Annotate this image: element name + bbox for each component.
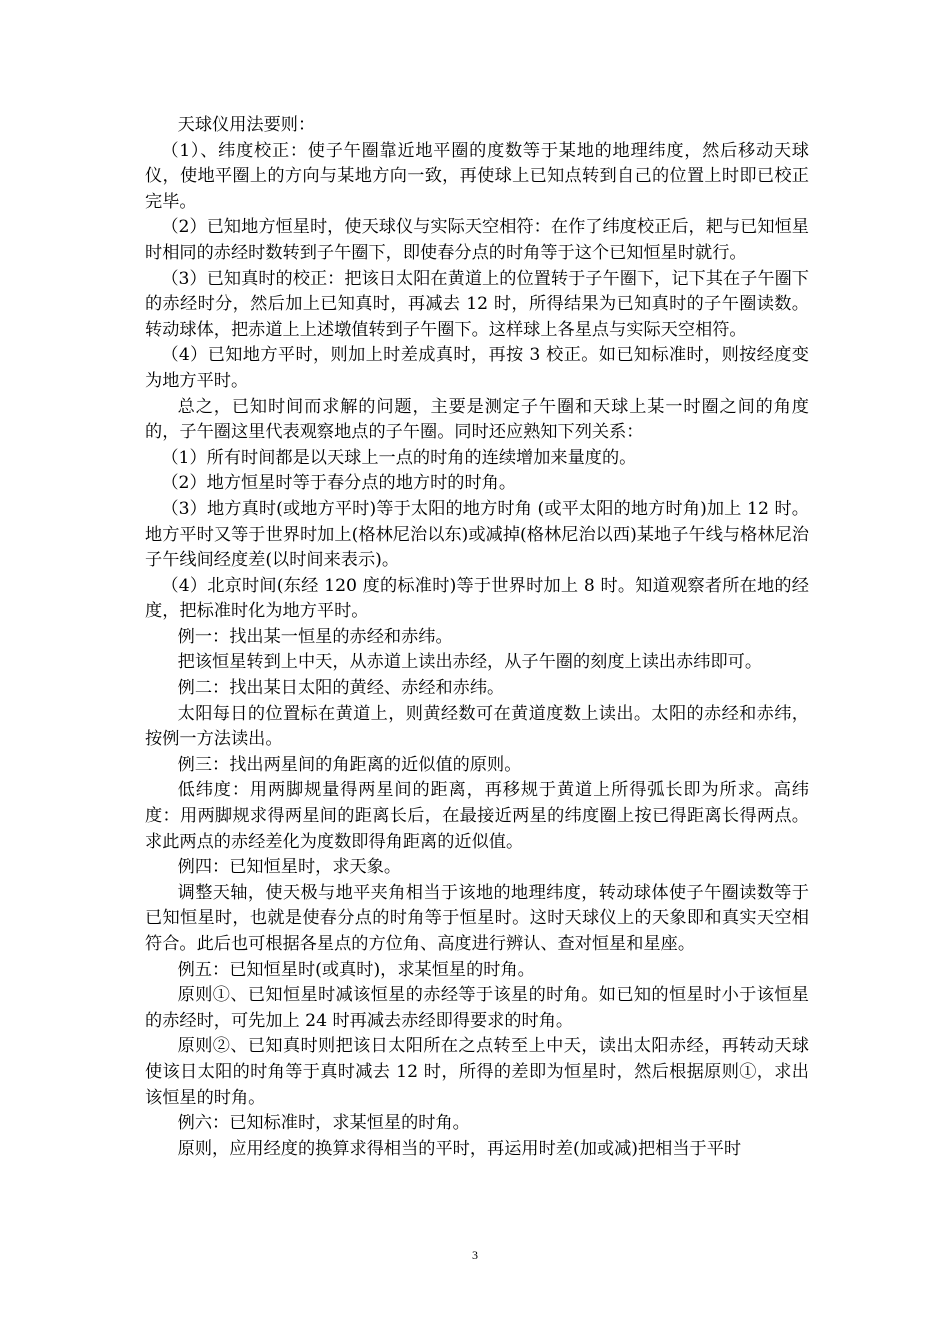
- paragraph: （3）已知真时的校正：把该日太阳在黄道上的位置转于子午圈下，记下其在子午圈下的赤经时分，然后加上已知真时，再减去 12 时，所得结果为已知真时的子午圈读数。转动球体，把赤道上上述墩值转到子午圈下。这样球上各星点与实际天空相符。: [145, 268, 809, 340]
- paragraph: （3）地方真时(或地方平时)等于太阳的地方时角 (或平太阳的地方时角)加上 12 时。地方平时又等于世界时加上(格林尼治以东)或减掉(格林尼治以西)某地子午线与格林尼治子午线间经度差(以时间来表示)。: [145, 498, 809, 571]
- paragraph: 例一：找出某一恒星的赤经和赤纬。: [177, 626, 453, 647]
- paragraph: （2）地方恒星时等于春分点的地方时的时角。: [161, 473, 517, 494]
- paragraph: （1）、纬度校正：使子午圈靠近地平圈的度数等于某地的地理纬度，然后移动天球仪，使地平圈上的方向与某地方向一致，再使球上已知点转到自己的位置上时即已校正完毕。: [145, 140, 809, 212]
- paragraph: 例四：已知恒星时，求天象。: [177, 857, 402, 878]
- paragraph: （2）已知地方恒星时，使天球仪与实际天空相符：在作了纬度校正后，耙与已知恒星时相同的赤经时数转到子午圈下，即使春分点的时角等于这个已知恒星时就行。: [145, 217, 809, 263]
- paragraph: 总之，已知时间而求解的问题，主要是测定子午圈和天球上某一时圈之间的角度的，子午圈这里代表观察地点的子午圈。同时还应熟知下列关系：: [145, 396, 809, 443]
- paragraph: 天球仪用法要则：: [177, 115, 316, 135]
- paragraph: 原则，应用经度的换算求得相当的平时，再运用时差(加或减)把相当于平时: [177, 1138, 742, 1159]
- paragraph: 原则②、已知真时则把该日太阳所在之点转至上中天，读出太阳赤经，再转动天球使该日太阳的时角等于真时减去 12 时，所得的差即为恒星时，然后根据原则①，求出该恒星的时角。: [145, 1036, 809, 1108]
- paragraph: 低纬度：用两脚规量得两星间的距离，再移规于黄道上所得弧长即为所求。高纬度：用两脚规求得两星间的距离长后，在最接近两星的纬度圈上按已得距离长得两点。求此两点的赤经差化为度数即得角距离的近似值。: [145, 780, 809, 852]
- body-text: [145, 113, 809, 1162]
- paragraph: （4）已知地方平时，则加上时差成真时，再按 3 校正。如已知标准时，则按经度变为地方平时。: [145, 345, 809, 391]
- paragraph: 太阳每日的位置标在黄道上，则黄经数可在黄道度数上读出。太阳的赤经和赤纬，按例一方法读出。: [145, 703, 809, 750]
- paragraph: （1）所有时间都是以天球上一点的时角的连续增加来量度的。: [161, 447, 637, 468]
- paragraph: 把该恒星转到上中天，从赤道上读出赤经，从子午圈的刻度上读出赤纬即可。: [177, 652, 763, 673]
- paragraph: （4）北京时间(东经 120 度的标准时)等于世界时加上 8 时。知道观察者所在地的经度，把标准时化为地方平时。: [145, 575, 809, 622]
- page-number: 3: [472, 1248, 478, 1262]
- paragraph: 原则①、已知恒星时减该恒星的赤经等于该星的时角。如已知的恒星时小于该恒星的赤经时，可先加上 24 时再减去赤经即得要求的时角。: [145, 985, 809, 1031]
- paragraph: 调整天轴，使天极与地平夹角相当于该地的地理纬度，转动球体使子午圈读数等于已知恒星时，也就是使春分点的时角等于恒星时。这时天球仪上的天象即和真实天空相符合。此后也可根据各星点的方位角、高度进行辨认、查对恒星和星座。: [145, 882, 809, 954]
- paragraph: 例六：已知标准时，求某恒星的时角。: [177, 1113, 470, 1134]
- paragraph: 例二：找出某日太阳的黄经、赤经和赤纬。: [177, 678, 505, 699]
- paragraph: 例五：已知恒星时(或真时)，求某恒星的时角。: [177, 959, 535, 980]
- paragraph: 例三：找出两星间的角距离的近似值的原则。: [177, 754, 522, 775]
